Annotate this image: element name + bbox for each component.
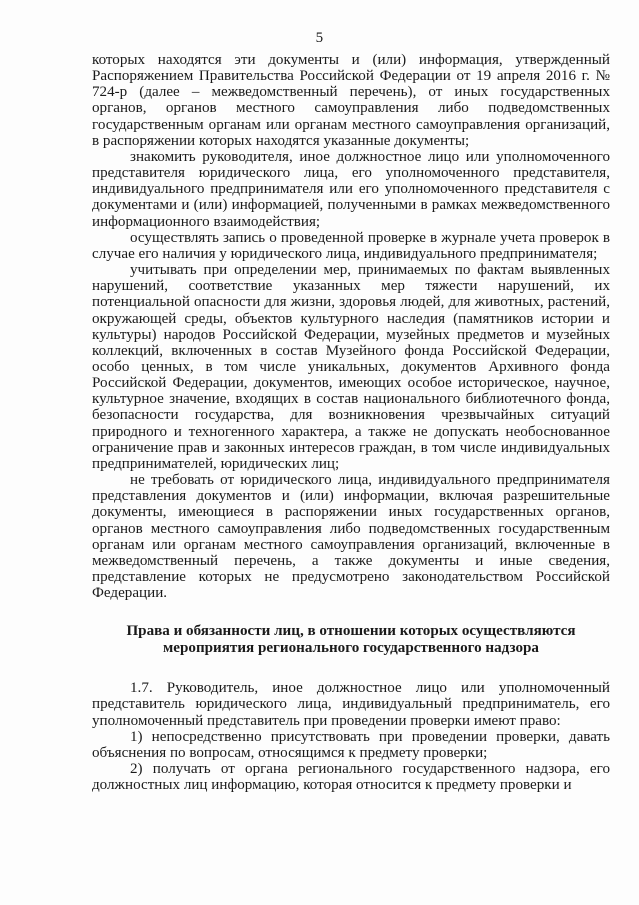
paragraph-familiarize: знакомить руководителя, иное должностное лицо или уполномоченного представителя юридического лица, его уполномоченного представителя, индивидуального предпринимателя или его уполномоченного представителя с документами и (или) информацией, полученными в рамках межведомственного информационного взаимодействия; xyxy=(92,148,610,230)
section-heading xyxy=(92,623,610,657)
section-heading-line-2: мероприятия регионального государственного надзора xyxy=(163,640,539,657)
paragraph-right-2: 2) получать от органа регионального государственного надзора, его должностных лиц информацию, которая относится к предмету проверки и xyxy=(92,761,610,794)
document-body xyxy=(92,52,610,793)
paragraph-1-7: 1.7. Руководитель, иное должностное лицо или уполномоченный представитель юридического лица, индивидуальный предприниматель, его уполномоченный представитель при проведении проверки имеют право: xyxy=(92,680,610,729)
paragraph-record-inspection: осуществлять запись о проведенной проверке в журнале учета проверок в случае его наличия у юридического лица, индивидуального предпринимателя; xyxy=(92,229,610,262)
paragraph-right-1: 1) непосредственно присутствовать при проведении проверки, давать объяснения по вопросам, относящимся к предмету проверки; xyxy=(92,728,610,761)
paragraph-consider-measures: учитывать при определении мер, принимаемых по фактам выявленных нарушений, соответствие указанных мер тяжести нарушений, их потенциальной опасности для жизни, здоровья людей, для животных, растений, окружающей среды, объектов культурного наследия (памятников истории и культуры) народов Российской Федерации, музейных предметов и музейных коллекций, включенных в состав Музейного фонда Российской Федерации, особо ценных, в том числе уникальных, документов Архивного фонда Российской Федерации, документов, имеющих особое историческое, научное, культурное значение, входящих в состав национального библиотечного фонда, безопасности государства, для возникновения чрезвычайных ситуаций природного и техногенного характера, а также не допускать необоснованное ограничение прав и законных интересов граждан, в том числе индивидуальных предпринимателей, юридических лиц; xyxy=(92,262,610,472)
section-heading-line-1: Права и обязанности лиц, в отношении которых осуществляются xyxy=(126,623,576,640)
paragraph-continuation: которых находятся эти документы и (или) информация, утвержденный Распоряжением Правительства Российской Федерации от 19 апреля 2016 г. № 724-р (далее – межведомственный перечень), от иных государственных органов, органов местного самоуправления либо подведомственных государственным органам или органам местного самоуправления организаций, в распоряжении которых находятся указанные документы; xyxy=(92,52,610,149)
page-number: 5 xyxy=(315,30,324,46)
paragraph-not-require-documents: не требовать от юридического лица, индивидуального предпринимателя представления документов и (или) информации, включая разрешительные документы, имеющиеся в распоряжении иных государственных органов, органов местного самоуправления либо подведомственных государственным органам или органам местного самоуправления организаций, включенные в межведомственный перечень, а также документы и иные сведения, представление которых не предусмотрено законодательством Российской Федерации. xyxy=(92,472,610,602)
